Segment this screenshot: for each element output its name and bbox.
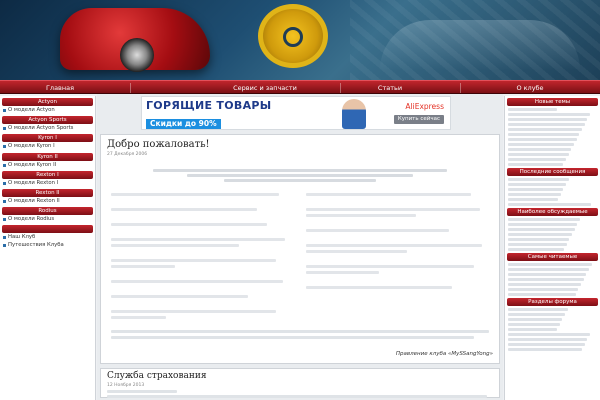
right-list-row[interactable] (508, 118, 587, 121)
right-list-row[interactable] (508, 198, 558, 201)
right-list-row[interactable] (508, 343, 585, 346)
right-block-list (508, 263, 597, 296)
left-sidebar-item-label: Путешествия Клуба (8, 241, 64, 248)
left-block-head (2, 225, 93, 233)
right-list-row[interactable] (508, 288, 578, 291)
bullet-icon (3, 200, 6, 203)
right-block-head: Самые читаемые (507, 253, 598, 261)
left-sidebar-item-label: О модели Actyon (8, 107, 55, 113)
bullet-icon (3, 145, 6, 148)
left-sidebar-item[interactable] (0, 234, 95, 241)
left-sidebar-item[interactable] (0, 216, 95, 223)
right-list-row[interactable] (508, 293, 576, 296)
left-sidebar-item[interactable] (0, 143, 95, 150)
left-block-head: Actyon (2, 98, 93, 106)
article-right-column (306, 190, 489, 322)
right-list-row[interactable] (508, 263, 592, 266)
ad-discount: Скидки до 90% (146, 119, 221, 129)
right-list-row[interactable] (508, 143, 574, 146)
right-list-row[interactable] (508, 188, 563, 191)
bullet-icon (3, 218, 6, 221)
right-list-row[interactable] (508, 178, 569, 181)
nav-item-articles[interactable]: Статьи (377, 84, 403, 92)
left-block-head: Rexton II (2, 189, 93, 197)
header-emblem (258, 4, 328, 68)
ad-person-image (342, 99, 366, 129)
header-road-art (380, 20, 580, 70)
bullet-icon (3, 244, 6, 247)
right-block-head: Новые темы (507, 98, 598, 106)
right-list-row[interactable] (508, 113, 590, 116)
right-list-row[interactable] (508, 313, 565, 316)
welcome-article (100, 134, 500, 364)
left-block-head: Actyon Sports (2, 116, 93, 124)
left-sidebar-item[interactable] (0, 242, 95, 249)
right-list-row[interactable] (508, 163, 563, 166)
left-sidebar-item[interactable] (0, 125, 95, 132)
right-block-head: Наиболее обсуждаемые (507, 208, 598, 216)
right-list-row[interactable] (508, 348, 582, 351)
ad-brand: AliExpress (405, 102, 444, 111)
left-block-head: Kyron I (2, 134, 93, 142)
right-list-row[interactable] (508, 148, 571, 151)
left-sidebar-item[interactable] (0, 198, 95, 205)
right-block-head: Разделы форума (507, 298, 598, 306)
insurance-article (100, 368, 500, 398)
bullet-icon (3, 164, 6, 167)
right-list-row[interactable] (508, 268, 589, 271)
right-list-row[interactable] (508, 278, 584, 281)
right-list-row[interactable] (508, 243, 567, 246)
right-list-row[interactable] (508, 283, 581, 286)
left-block-head: Rodius (2, 207, 93, 215)
right-block-list (508, 308, 597, 351)
article2-date: 12 Ноября 2013 (107, 383, 145, 388)
right-list-row[interactable] (508, 133, 579, 136)
main-nav (0, 80, 600, 94)
right-list-row[interactable] (508, 228, 575, 231)
right-list-row[interactable] (508, 338, 587, 341)
article-body (111, 167, 489, 342)
main-content (97, 94, 503, 400)
right-list-row[interactable] (508, 318, 562, 321)
bullet-icon (3, 182, 6, 185)
ad-banner[interactable] (141, 96, 451, 130)
left-sidebar-item[interactable] (0, 180, 95, 187)
right-list-row[interactable] (508, 123, 585, 126)
left-sidebar-item-label: О модели Rexton II (8, 197, 60, 204)
right-list-row[interactable] (508, 128, 582, 131)
right-block-head: Последние сообщения (507, 168, 598, 176)
right-list-row[interactable] (508, 308, 568, 311)
right-list-row[interactable] (508, 333, 590, 336)
ad-title: ГОРЯЩИЕ ТОВАРЫ (146, 99, 272, 112)
left-sidebar-item-label: Наш Клуб (8, 234, 36, 241)
right-list-row[interactable] (508, 323, 560, 326)
right-list-row[interactable] (508, 108, 557, 111)
right-list-row[interactable] (508, 328, 557, 331)
right-list-row[interactable] (508, 273, 586, 276)
right-list-row[interactable] (508, 158, 566, 161)
article-title[interactable]: Добро пожаловать! (107, 139, 210, 150)
article-signature: Правление клуба «MySSangYong» (395, 351, 493, 357)
right-block-list (508, 178, 597, 206)
right-list-row[interactable] (508, 153, 569, 156)
nav-item-home[interactable]: Главная (45, 84, 75, 92)
right-list-row[interactable] (508, 193, 561, 196)
left-sidebar-item-label: О модели Kyron I (8, 143, 55, 150)
bullet-icon (3, 109, 6, 112)
right-list-row[interactable] (508, 223, 577, 226)
left-sidebar-item[interactable] (0, 162, 95, 169)
left-sidebar-item[interactable] (0, 107, 95, 114)
right-block-list (508, 108, 597, 166)
right-list-row[interactable] (508, 233, 572, 236)
article-date: 27 Декабря 2006 (107, 152, 148, 157)
left-sidebar-item-label: О модели Kyron II (8, 161, 57, 168)
left-sidebar-item-label: О модели Rodius (8, 216, 55, 223)
right-list-row[interactable] (508, 138, 577, 141)
header-wheel-art (120, 38, 154, 72)
article2-title[interactable]: Служба страхования (107, 371, 207, 381)
left-block-head: Kyron II (2, 153, 93, 161)
right-list-row[interactable] (508, 238, 569, 241)
left-sidebar-item-label: О модели Actyon Sports (8, 125, 74, 132)
left-sidebar (0, 96, 96, 400)
site-header (0, 0, 600, 80)
nav-item-service[interactable]: Сервис и запчасти (233, 84, 297, 92)
right-list-row[interactable] (508, 183, 566, 186)
left-sidebar-item-label: О модели Rexton I (8, 179, 59, 186)
nav-item-about[interactable]: О клубе (516, 84, 544, 92)
ad-buy-button[interactable]: Купить сейчас (394, 115, 444, 124)
right-sidebar (504, 96, 600, 400)
right-list-row[interactable] (508, 248, 564, 251)
bullet-icon (3, 127, 6, 130)
right-list-row[interactable] (508, 218, 580, 221)
right-block-list (508, 218, 597, 251)
bullet-icon (3, 236, 6, 239)
article-left-column (111, 190, 294, 322)
right-list-row[interactable] (508, 203, 591, 206)
left-block-head: Rexton I (2, 171, 93, 179)
